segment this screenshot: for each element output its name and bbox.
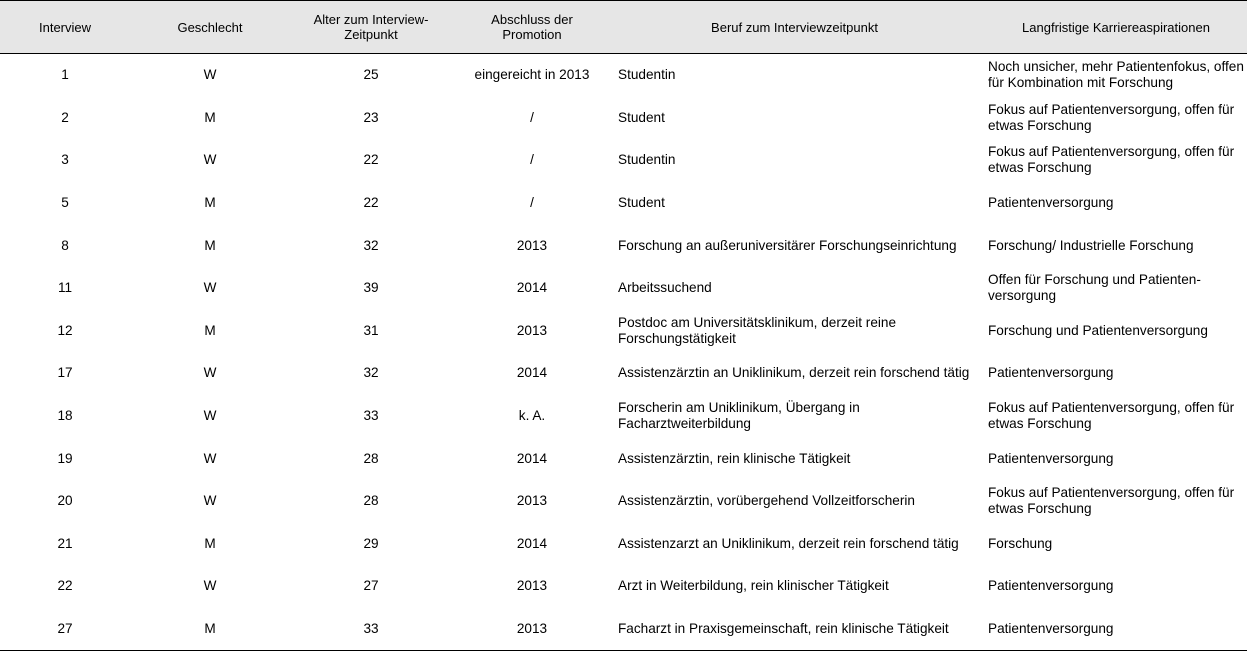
cell-karriere: Fokus auf Patientenversorgung, offen für etwas Forschung	[988, 144, 1235, 176]
cell-geschlecht: W	[203, 152, 217, 168]
cell-geschlecht: W	[203, 408, 217, 424]
cell-karriere: Fokus auf Patientenversorgung, offen für etwas Forschung	[988, 400, 1235, 432]
cell-promotion: 2013	[516, 237, 548, 253]
cell-geschlecht: W	[203, 578, 217, 594]
cell-geschlecht: M	[204, 322, 216, 338]
cell-geschlecht: M	[204, 535, 216, 551]
header-beruf: Beruf zum Interviewzeitpunkt	[711, 19, 878, 35]
header-alter-line1: Alter zum Interview-	[313, 12, 429, 27]
cell-geschlecht: W	[203, 365, 217, 381]
cell-karriere: Patientenversorgung	[988, 621, 1114, 637]
cell-alter: 33	[363, 621, 379, 637]
cell-geschlecht: W	[203, 493, 217, 509]
cell-alter: 31	[363, 322, 379, 338]
cell-alter: 29	[363, 535, 379, 551]
table-row	[0, 224, 1247, 267]
cell-interview: 5	[61, 195, 69, 211]
cell-beruf: Assistenzärztin, vorübergehend Vollzeitforscherin	[618, 493, 915, 509]
cell-beruf: Studentin	[618, 67, 676, 83]
cell-promotion: 2014	[516, 280, 548, 296]
table-row	[0, 54, 1247, 97]
cell-beruf: Student	[618, 195, 665, 211]
cell-geschlecht: M	[204, 195, 216, 211]
table-row	[0, 267, 1247, 310]
table-row	[0, 523, 1247, 566]
cell-interview: 2	[61, 109, 69, 125]
cell-interview: 27	[57, 621, 73, 637]
table-row	[0, 395, 1247, 438]
table-row	[0, 139, 1247, 182]
cell-alter: 33	[363, 408, 379, 424]
cell-karriere: Forschung	[988, 535, 1053, 551]
header-promotion	[452, 12, 612, 42]
cell-alter: 22	[363, 195, 379, 211]
header-alter	[290, 12, 452, 42]
cell-interview: 17	[57, 365, 73, 381]
table-row	[0, 437, 1247, 480]
cell-karriere: Noch unsicher, mehr Patientenfokus, offen für Kombination mit Forschung	[988, 59, 1244, 91]
cell-karriere: Forschung und Patientenversorgung	[988, 322, 1208, 338]
cell-promotion: eingereicht in 2013	[474, 67, 590, 83]
table-row	[0, 352, 1247, 395]
cell-beruf: Assistenzarzt an Uniklinikum, derzeit rein forschend tätig	[618, 535, 959, 551]
cell-beruf: Postdoc am Universitätsklinikum, derzeit reine Forschungstätigkeit	[618, 314, 897, 346]
cell-alter: 27	[363, 578, 379, 594]
cell-interview: 12	[57, 322, 73, 338]
cell-karriere: Fokus auf Patientenversorgung, offen für etwas Forschung	[988, 485, 1235, 517]
cell-karriere: Offen für Forschung und Patienten-versorgung	[988, 272, 1201, 304]
cell-promotion: 2013	[516, 493, 548, 509]
cell-promotion: /	[530, 109, 534, 125]
cell-beruf: Arzt in Weiterbildung, rein klinischer Tätigkeit	[618, 578, 889, 594]
cell-karriere: Fokus auf Patientenversorgung, offen für etwas Forschung	[988, 101, 1235, 133]
cell-promotion: 2013	[516, 578, 548, 594]
cell-beruf: Forscherin am Uniklinikum, Übergang in Facharztweiterbildung	[618, 400, 860, 432]
cell-interview: 21	[57, 535, 73, 551]
cell-beruf: Forschung an außeruniversitärer Forschungseinrichtung	[618, 237, 957, 253]
header-geschlecht: Geschlecht	[177, 19, 243, 35]
cell-alter: 32	[363, 237, 379, 253]
table-header	[0, 0, 1247, 54]
cell-beruf: Assistenzärztin an Uniklinikum, derzeit rein forschend tätig	[618, 365, 970, 381]
cell-geschlecht: M	[204, 109, 216, 125]
table-row	[0, 480, 1247, 523]
cell-beruf: Arbeitssuchend	[618, 280, 712, 296]
cell-alter: 23	[363, 109, 379, 125]
cell-interview: 19	[57, 450, 73, 466]
table-row	[0, 565, 1247, 608]
cell-geschlecht: W	[203, 67, 217, 83]
cell-alter: 32	[363, 365, 379, 381]
cell-karriere: Patientenversorgung	[988, 195, 1114, 211]
cell-karriere: Patientenversorgung	[988, 450, 1114, 466]
cell-geschlecht: W	[203, 280, 217, 296]
cell-geschlecht: M	[204, 621, 216, 637]
cell-interview: 1	[61, 67, 69, 83]
cell-promotion: /	[530, 195, 534, 211]
table-body	[0, 54, 1247, 651]
table-row	[0, 182, 1247, 225]
cell-interview: 11	[57, 280, 73, 296]
table-row	[0, 310, 1247, 353]
cell-alter: 39	[363, 280, 379, 296]
cell-promotion: 2013	[516, 621, 548, 637]
cell-karriere: Forschung/ Industrielle Forschung	[988, 237, 1194, 253]
header-interview: Interview	[38, 19, 92, 35]
cell-beruf: Facharzt in Praxisgemeinschaft, rein klinische Tätigkeit	[618, 621, 949, 637]
header-promotion-line1: Abschluss der	[491, 12, 573, 27]
cell-interview: 3	[61, 152, 69, 168]
table-row	[0, 97, 1247, 140]
cell-promotion: /	[530, 152, 534, 168]
cell-alter: 28	[363, 493, 379, 509]
table-row	[0, 608, 1247, 651]
cell-karriere: Patientenversorgung	[988, 578, 1114, 594]
cell-beruf: Assistenzärztin, rein klinische Tätigkeit	[618, 450, 851, 466]
cell-interview: 22	[57, 578, 73, 594]
header-karriere: Langfristige Karriereaspirationen	[1022, 19, 1210, 35]
header-alter-line2: Zeitpunkt	[344, 27, 398, 42]
cell-beruf: Studentin	[618, 152, 676, 168]
cell-promotion: 2013	[516, 322, 548, 338]
cell-karriere: Patientenversorgung	[988, 365, 1114, 381]
cell-interview: 20	[57, 493, 73, 509]
cell-promotion: 2014	[516, 450, 548, 466]
cell-alter: 22	[363, 152, 379, 168]
cell-beruf: Student	[618, 109, 665, 125]
cell-interview: 8	[61, 237, 69, 253]
cell-geschlecht: W	[203, 450, 217, 466]
cell-promotion: 2014	[516, 365, 548, 381]
cell-promotion: k. A.	[518, 408, 546, 424]
cell-promotion: 2014	[516, 535, 548, 551]
header-promotion-line2: Promotion	[502, 27, 562, 42]
cell-interview: 18	[57, 408, 73, 424]
cell-alter: 28	[363, 450, 379, 466]
cell-geschlecht: M	[204, 237, 216, 253]
cell-alter: 25	[363, 67, 379, 83]
